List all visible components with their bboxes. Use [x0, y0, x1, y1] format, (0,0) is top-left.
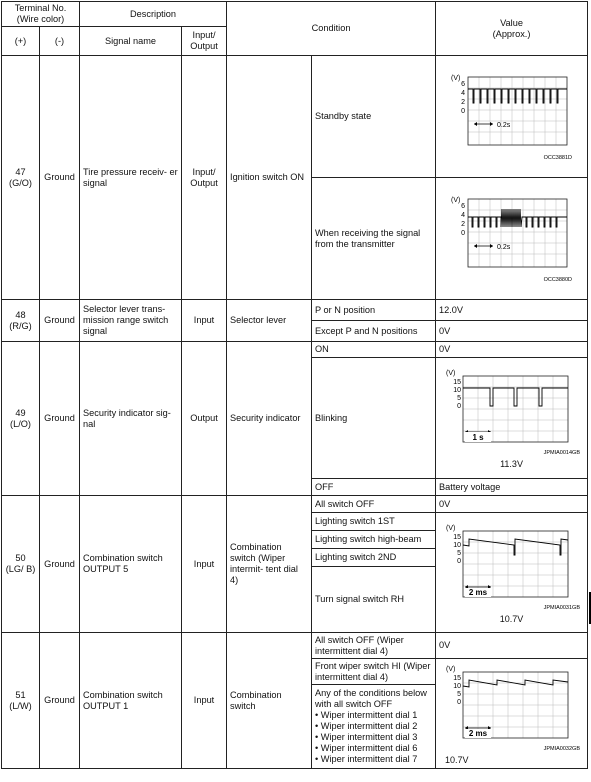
sub-condition-cell: Lighting switch 2ND [312, 549, 436, 567]
waveform-trace [468, 89, 567, 103]
waveform-cell [436, 358, 588, 479]
waveform-output5 [442, 521, 582, 613]
waveform-ytick: 5 [456, 395, 461, 403]
waveform-ytick: 15 [452, 379, 461, 387]
list-item: • Wiper intermittent dial 6 [315, 743, 432, 754]
list-item: • Wiper intermittent dial 1 [315, 710, 432, 721]
waveform-frame [468, 199, 567, 267]
waveform-ytick: 6 [461, 202, 466, 210]
waveform-receiving [449, 193, 574, 285]
signal-name-cell: Combination switch OUTPUT 1 [80, 633, 182, 769]
table-row [2, 56, 588, 178]
io-cell: Input [182, 300, 227, 342]
figure-code: OCC3880D [543, 276, 573, 283]
ground-cell: Ground [40, 300, 80, 342]
table-row [2, 342, 588, 358]
waveform-trace [468, 209, 567, 227]
signal-name-cell: Tire pressure receiv- er signal [80, 56, 182, 300]
waveform-scale: 2 ms [468, 728, 487, 738]
waveform-output1 [442, 662, 582, 754]
sub-condition-cell: Any of the conditions below with all switch OFF • Wiper intermittent dial 1 • Wiper intermittent dial 2 • Wiper intermittent dial 3 • Wiper intermittent dial 6 • Wiper intermittent dial 7 [312, 685, 436, 769]
value-cell: Battery voltage [436, 479, 588, 496]
waveform-scale: 0.2s [497, 243, 511, 251]
condition-cell: Ignition switch ON [227, 56, 312, 300]
value-header: Value (Approx.) [436, 2, 588, 56]
waveform-ytick: 10 [452, 682, 461, 690]
waveform-cell [436, 659, 588, 769]
signal-name-header: Signal name [80, 27, 182, 56]
value-cell: 12.0V [436, 300, 588, 321]
waveform-scale: 1 s [471, 433, 484, 443]
sub-condition-cell: Front wiper switch HI (Wiper intermittent dial 4) [312, 659, 436, 685]
waveform-cell [436, 56, 588, 178]
signal-name-cell: Security indicator sig- nal [80, 342, 182, 496]
waveform-ytick: 5 [456, 690, 461, 698]
waveform-ytick: 0 [456, 403, 461, 411]
waveform-ytick: 0 [456, 698, 461, 706]
waveform-trace [463, 539, 568, 555]
ground-cell: Ground [40, 342, 80, 496]
waveform-ytick: 15 [452, 674, 461, 682]
waveform-ytick: 4 [461, 211, 466, 219]
waveform-scale: 0.2s [497, 121, 511, 129]
waveform-cell [436, 513, 588, 633]
signal-name-cell: Combination switch OUTPUT 5 [80, 496, 182, 633]
waveform-grid [468, 77, 567, 145]
waveform-trace [463, 680, 568, 687]
waveform-ytick: 10 [452, 387, 461, 395]
condition-cell: Selector lever [227, 300, 312, 342]
terminal-no-header: Terminal No. (Wire color) [2, 2, 80, 27]
waveform-standby [449, 71, 574, 163]
io-cell: Input [182, 496, 227, 633]
value-cell: 0V [436, 496, 588, 513]
description-header: Description [80, 2, 227, 27]
condition-header: Condition [227, 2, 436, 56]
waveform-blinking [442, 366, 582, 458]
waveform-ylabel: (V) [451, 74, 461, 82]
sub-condition-cell: Standby state [312, 56, 436, 178]
list-item: • Wiper intermittent dial 7 [315, 754, 432, 765]
sub-condition-cell: All switch OFF [312, 496, 436, 513]
condition-cell: Security indicator [227, 342, 312, 496]
io-cell: Output [182, 342, 227, 496]
table-row [2, 300, 588, 321]
value-label: 10.7V [445, 754, 469, 765]
condition-cell: Combination switch [227, 633, 312, 769]
waveform-ytick: 0 [461, 229, 466, 237]
terminal-cell: 51 (L/W) [2, 633, 40, 769]
waveform-ylabel: (V) [445, 370, 455, 378]
waveform-ylabel: (V) [451, 196, 461, 204]
list-item: • Wiper intermittent dial 2 [315, 721, 432, 732]
terminal-cell: 50 (LG/ B) [2, 496, 40, 633]
waveform-scale: 2 ms [468, 587, 487, 597]
sub-condition-cell: OFF [312, 479, 436, 496]
terminal-cell: 49 (L/O) [2, 342, 40, 496]
terminal-spec-table [1, 1, 588, 769]
waveform-ylabel: (V) [445, 665, 455, 673]
sub-condition-cell: Turn signal switch RH [312, 567, 436, 633]
table-row [2, 633, 588, 659]
terminal-cell: 48 (R/G) [2, 300, 40, 342]
condition-cell: Combination switch (Wiper intermit- tent dial 4) [227, 496, 312, 633]
value-cell: 0V [436, 633, 588, 659]
waveform-ytick: 0 [456, 557, 461, 565]
ground-cell: Ground [40, 496, 80, 633]
signal-name-cell: Selector lever trans- mission range switch signal [80, 300, 182, 342]
sub-condition-cell: Lighting switch 1ST [312, 513, 436, 531]
waveform-ytick: 4 [461, 89, 466, 97]
io-cell: Input [182, 633, 227, 769]
waveform-ytick: 15 [452, 533, 461, 541]
figure-code: JPMIA0014GB [543, 450, 580, 457]
value-label: 10.7V [499, 613, 524, 624]
waveform-cell [436, 178, 588, 300]
figure-code: JPMIA0032GB [543, 745, 580, 752]
waveform-ytick: 10 [452, 541, 461, 549]
waveform-grid [468, 199, 567, 267]
waveform-ytick: 6 [461, 80, 466, 88]
ground-cell: Ground [40, 56, 80, 300]
io-cell: Input/ Output [182, 56, 227, 300]
waveform-ytick: 2 [461, 98, 466, 106]
bullet-list [315, 710, 432, 765]
table-row [2, 496, 588, 513]
sub-condition-cell: P or N position [312, 300, 436, 321]
value-label: 11.3V [500, 459, 523, 470]
waveform-ytick: 5 [456, 549, 461, 557]
sub-condition-cell: ON [312, 342, 436, 358]
sub-condition-cell: All switch OFF (Wiper intermittent dial 4) [312, 633, 436, 659]
value-cell: 0V [436, 321, 588, 342]
figure-code: JPMIA0031GB [543, 604, 580, 611]
waveform-ylabel: (V) [445, 524, 455, 532]
sub-condition-cell: When receiving the signal from the transmitter [312, 178, 436, 300]
terminal-cell: 47 (G/O) [2, 56, 40, 300]
waveform-frame [468, 77, 567, 145]
sub-condition-cell: Lighting switch high-beam [312, 531, 436, 549]
ground-cell: Ground [40, 633, 80, 769]
figure-code: OCC3881D [543, 154, 573, 161]
waveform-trace [463, 388, 568, 406]
sub-condition-cell: Except P and N positions [312, 321, 436, 342]
waveform-ytick: 0 [461, 107, 466, 115]
waveform-ytick: 2 [461, 220, 466, 228]
input-output-header: Input/ Output [182, 27, 227, 56]
plus-header: (+) [2, 27, 40, 56]
minus-header: (-) [40, 27, 80, 56]
list-item: • Wiper intermittent dial 3 [315, 732, 432, 743]
value-cell: 0V [436, 342, 588, 358]
sub-condition-cell: Blinking [312, 358, 436, 479]
